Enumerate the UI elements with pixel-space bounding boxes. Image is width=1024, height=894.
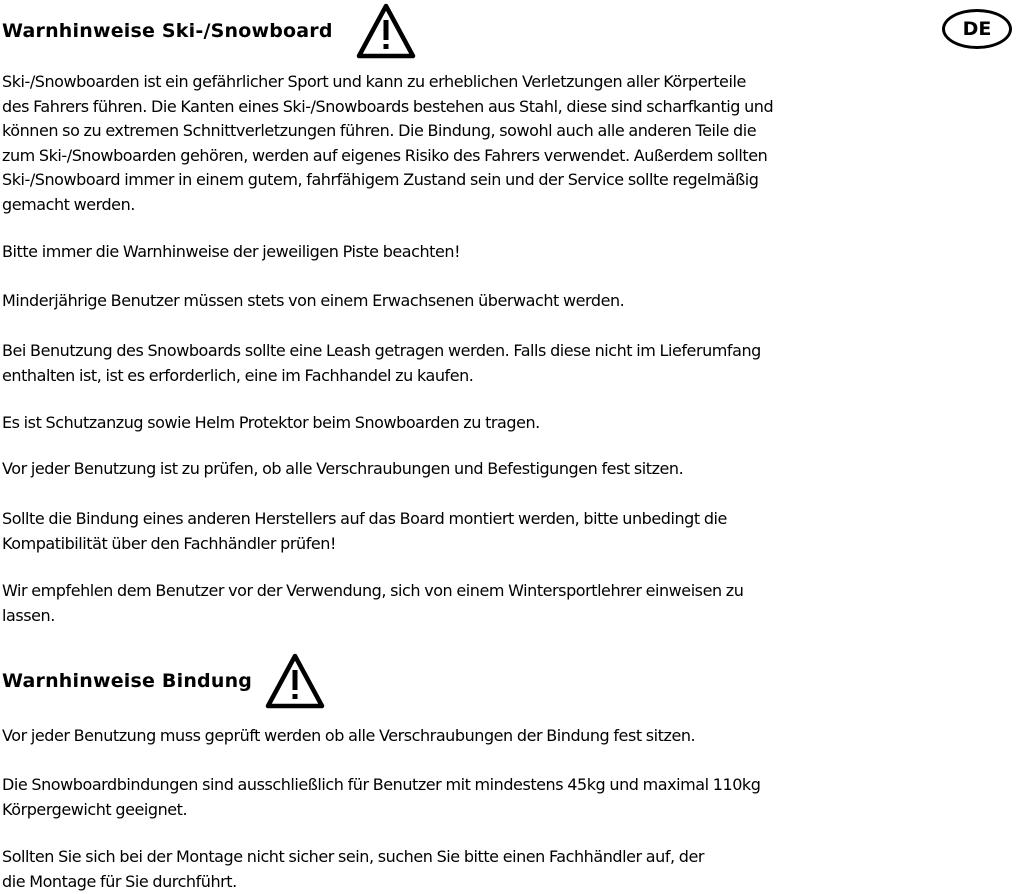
warning-triangle-icon xyxy=(355,2,417,60)
ski-paragraph-2 xyxy=(2,240,1024,265)
warning-triangle-icon xyxy=(264,652,326,710)
text-line: Vor jeder Benutzung muss geprüft werden ob alle Verschraubungen der Bindung fest sitzen. xyxy=(2,724,1024,749)
text-line: gemacht werden. xyxy=(2,193,1024,218)
text-line: Es ist Schutzanzug sowie Helm Protektor beim Snowboarden zu tragen. xyxy=(2,411,1024,436)
section-ski-heading-row xyxy=(2,2,417,60)
text-line: Ski-/Snowboarden ist ein gefährlicher Sport und kann zu erheblichen Verletzungen aller Körperteile xyxy=(2,70,1024,95)
text-line: Minderjährige Benutzer müssen stets von einem Erwachsenen überwacht werden. xyxy=(2,289,1024,314)
text-line: Ski-/Snowboard immer in einem gutem, fahrfähigem Zustand sein und der Service sollte regelmäßig xyxy=(2,168,1024,193)
text-line: des Fahrers führen. Die Kanten eines Ski-/Snowboards bestehen aus Stahl, diese sind scharfkantig und xyxy=(2,95,1024,120)
text-line: Die Snowboardbindungen sind ausschließlich für Benutzer mit mindestens 45kg und maximal 110kg xyxy=(2,773,1024,798)
text-line: enthalten ist, ist es erforderlich, eine im Fachhandel zu kaufen. xyxy=(2,364,1024,389)
text-line: Sollte die Bindung eines anderen Herstellers auf das Board montiert werden, bitte unbedingt die xyxy=(2,507,1024,532)
ski-paragraph-7 xyxy=(2,507,1024,556)
text-line: Körpergewicht geeignet. xyxy=(2,798,1024,823)
binding-paragraph-1 xyxy=(2,724,1024,749)
section-ski-heading: Warnhinweise Ski-/Snowboard xyxy=(2,20,333,42)
ski-paragraph-3 xyxy=(2,289,1024,314)
language-badge: DE xyxy=(942,9,1012,49)
text-line: Wir empfehlen dem Benutzer vor der Verwendung, sich von einem Wintersportlehrer einweisen zu xyxy=(2,579,1024,604)
text-line: lassen. xyxy=(2,604,1024,629)
text-line: zum Ski-/Snowboarden gehören, werden auf eigenes Risiko des Fahrers verwendet. Außerdem sollten xyxy=(2,144,1024,169)
text-line: können so zu extremen Schnittverletzungen führen. Die Bindung, sowohl auch alle anderen Teile die xyxy=(2,119,1024,144)
binding-paragraph-2 xyxy=(2,773,1024,822)
text-line: Bitte immer die Warnhinweise der jeweiligen Piste beachten! xyxy=(2,240,1024,265)
binding-paragraph-3 xyxy=(2,845,1024,894)
ski-paragraph-1 xyxy=(2,70,1024,217)
text-line: Bei Benutzung des Snowboards sollte eine Leash getragen werden. Falls diese nicht im Lieferumfang xyxy=(2,339,1024,364)
ski-paragraph-8 xyxy=(2,579,1024,628)
text-line: Kompatibilität über den Fachhändler prüfen! xyxy=(2,532,1024,557)
ski-paragraph-5 xyxy=(2,411,1024,436)
text-line: die Montage für Sie durchführt. xyxy=(2,870,1024,894)
text-line: Vor jeder Benutzung ist zu prüfen, ob alle Verschraubungen und Befestigungen fest sitzen. xyxy=(2,457,1024,482)
section-binding-heading: Warnhinweise Bindung xyxy=(2,670,252,692)
text-line: Sollten Sie sich bei der Montage nicht sicher sein, suchen Sie bitte einen Fachhändler auf, der xyxy=(2,845,1024,870)
ski-paragraph-4 xyxy=(2,339,1024,388)
section-binding-heading-row xyxy=(2,652,326,710)
ski-paragraph-6 xyxy=(2,457,1024,482)
